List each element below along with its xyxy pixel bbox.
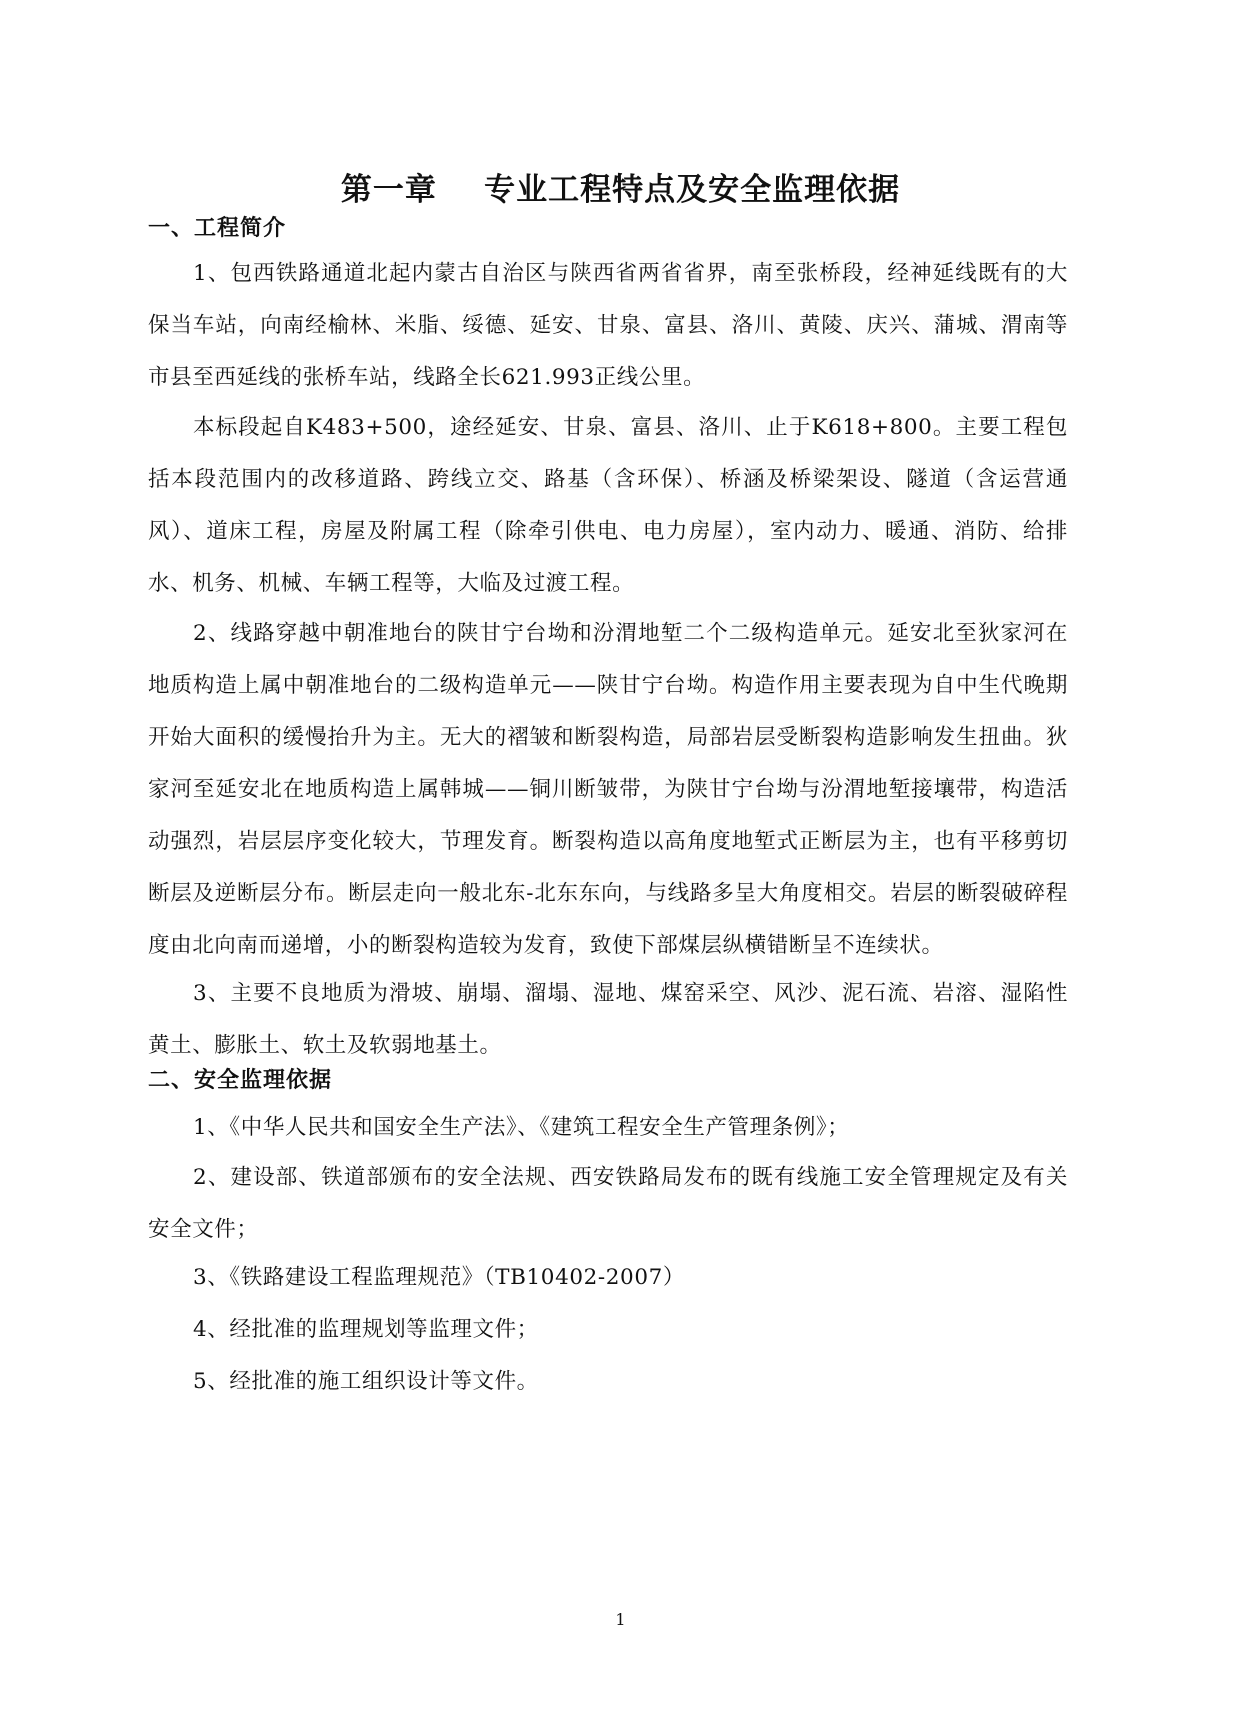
paragraph-adverse-geology: 3、主要不良地质为滑坡、崩塌、溜塌、湿地、煤窑采空、风沙、泥石流、岩溶、湿陷性黄土、膨胀土、软土及软弱地基土。 xyxy=(148,981,1068,1058)
basis-item-5: 5、经批准的施工组织设计等文件。 xyxy=(193,1369,539,1394)
section-heading-safety-basis: 二、安全监理依据 xyxy=(148,1067,333,1093)
paragraph-section-scope: 本标段起自K483+500，途经延安、甘泉、富县、洛川、止于K618+800。主要工程包括本段范围内的改移道路、跨线立交、路基（含环保）、桥涵及桥梁架设、隧道（含运营通风）、道床工程，房屋及附属工程（除牵引供电、电力房屋），室内动力、暖通、消防、给排水、机务、机械、车辆工程等，大临及过渡工程。 xyxy=(148,415,1068,596)
basis-item-3: 3、《铁路建设工程监理规范》（TB10402-2007） xyxy=(193,1265,685,1290)
basis-item-2: 2、建设部、铁道部颁布的安全法规、西安铁路局发布的既有线施工安全管理规定及有关安全文件； xyxy=(148,1165,1068,1242)
paragraph-route-overview: 1、包西铁路通道北起内蒙古自治区与陕西省两省省界，南至张桥段，经神延线既有的大保当车站，向南经榆林、米脂、绥德、延安、甘泉、富县、洛川、黄陵、庆兴、蒲城、渭南等市县至西延线的张桥车站，线路全长621.993正线公里。 xyxy=(148,261,1068,390)
basis-item-1: 1、《中华人民共和国安全生产法》、《建筑工程安全生产管理条例》； xyxy=(193,1115,850,1140)
section-heading-project-intro: 一、工程简介 xyxy=(148,215,287,241)
page-number: 1 xyxy=(615,1610,626,1629)
basis-item-4: 4、经批准的监理规划等监理文件； xyxy=(193,1317,539,1342)
chapter-title: 第一章 专业工程特点及安全监理依据 xyxy=(340,172,901,208)
paragraph-geology-structure: 2、线路穿越中朝准地台的陕甘宁台坳和汾渭地堑二个二级构造单元。延安北至狄家河在地质构造上属中朝准地台的二级构造单元——陕甘宁台坳。构造作用主要表现为自中生代晚期开始大面积的缓慢抬升为主。无大的褶皱和断裂构造，局部岩层受断裂构造影响发生扭曲。狄家河至延安北在地质构造上属韩城——铜川断皱带，为陕甘宁台坳与汾渭地堑接壤带，构造活动强烈，岩层层序变化较大，节理发育。断裂构造以高角度地堑式正断层为主，也有平移剪切断层及逆断层分布。断层走向一般北东-北东东向，与线路多呈大角度相交。岩层的断裂破碎程度由北向南而递增，小的断裂构造较为发育，致使下部煤层纵横错断呈不连续状。 xyxy=(148,621,1068,958)
